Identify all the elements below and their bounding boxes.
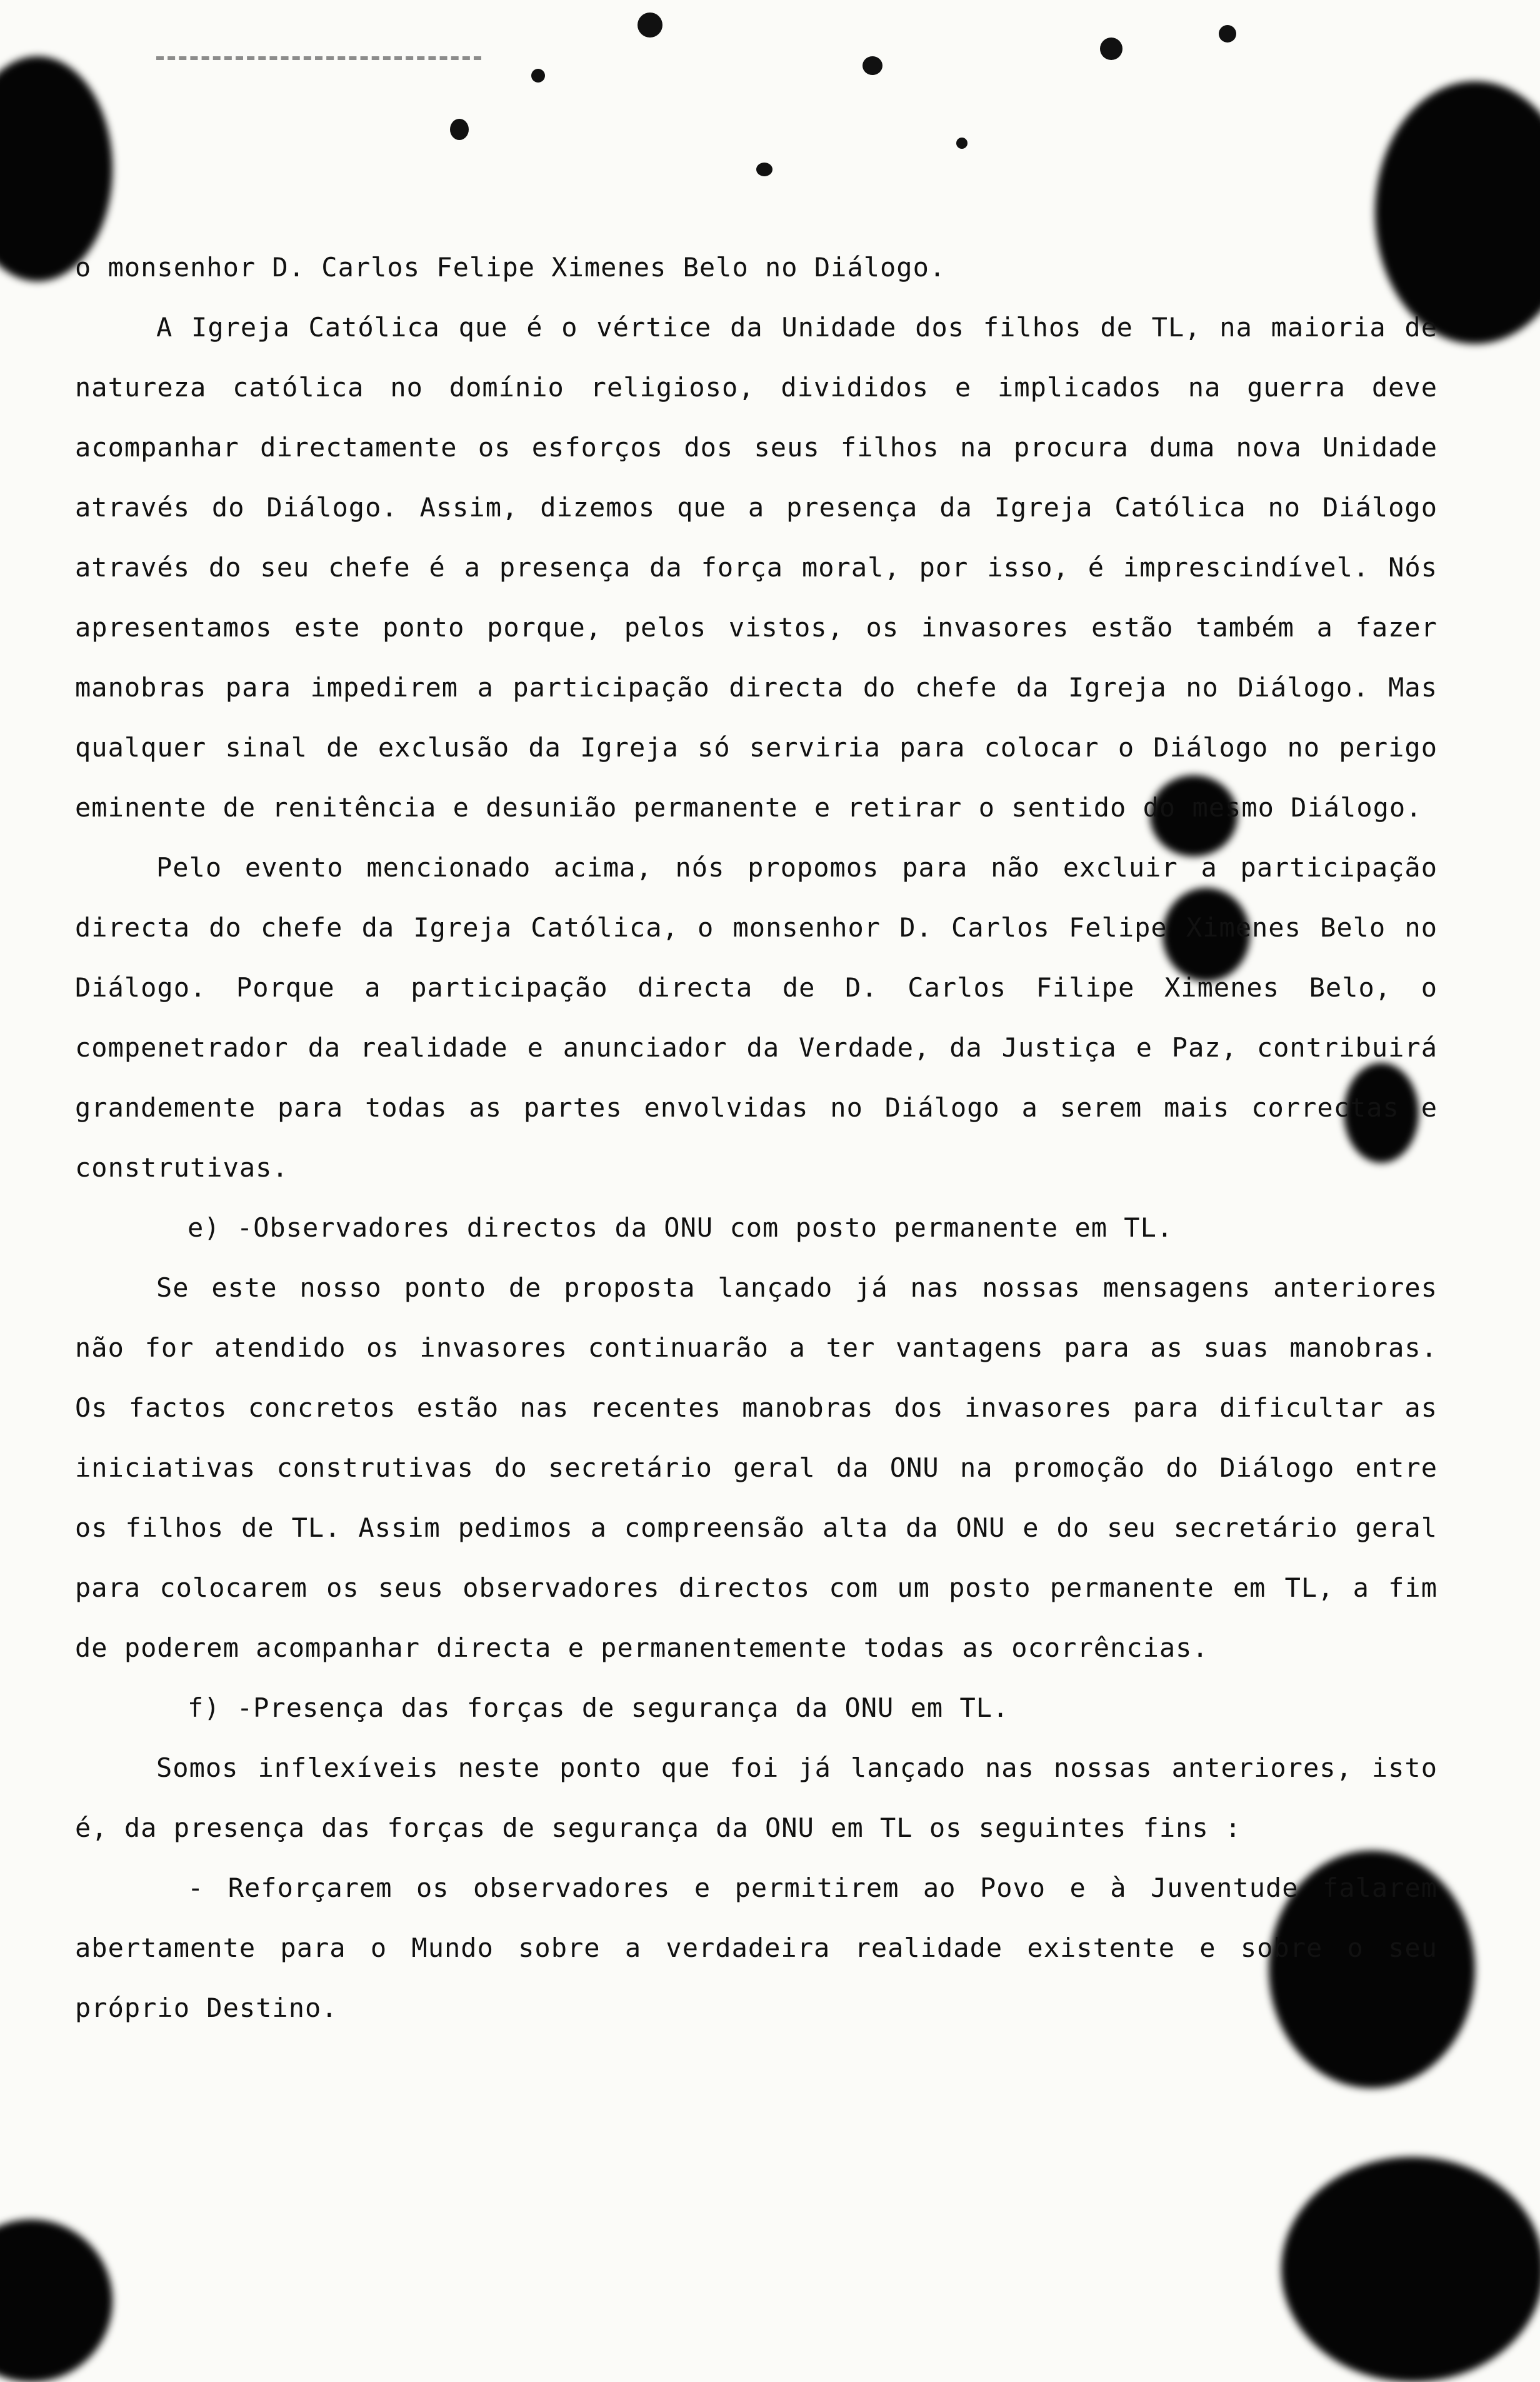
speck bbox=[450, 119, 469, 140]
paragraph: A Igreja Católica que é o vértice da Unidade dos filhos de TL, na maioria de natureza católica no domínio religioso, divididos e implicados na guerra deve acompanhar directamente os esforços dos seus filhos na procura duma nova Unidade através do Diálogo. Assim, dizemos que a presença da Igreja Católica no Diálogo através do seu chefe é a presença da força moral, por isso, é imprescindível. Nós apresentamos este ponto porque, pelos vistos, os invasores estão também a fazer manobras para impedirem a participação directa do chefe da Igreja no Diálogo. Mas qualquer sinal de exclusão da Igreja só serviria para colocar o Diálogo no perigo eminente de renitência e desunião permanente e retirar o sentido do mesmo Diálogo. bbox=[75, 312, 1438, 823]
header-mark bbox=[156, 19, 481, 60]
section-heading: f) -Presença das forças de segurança da ONU em TL. bbox=[188, 1692, 1009, 1723]
paragraph: Pelo evento mencionado acima, nós propomos para não excluir a participação directa do chefe da Igreja Católica, o monsenhor D. Carlos Felipe Ximenes Belo no Diálogo. Porque a participação directa de D. Carlos Filipe Ximenes Belo, o compenetrador da realidade e anunciador da Verdade, da Justiça e Paz, contribuirá grandemente para todas as partes envolvidas no Diálogo a serem mais correctas e construtivas. bbox=[75, 852, 1438, 1183]
paragraph: Somos inflexíveis neste ponto que foi já lançado nas nossas anteriores, isto é, da presença das forças de segurança da ONU em TL os seguintes fins : bbox=[75, 1752, 1438, 1843]
section-heading: e) -Observadores directos da ONU com posto permanente em TL. bbox=[188, 1212, 1174, 1243]
ink-blot-bottom-right bbox=[1281, 2157, 1540, 2382]
bullet-paragraph: - Reforçarem os observadores e permitirem ao Povo e à Juventude falarem abertamente para o Mundo sobre a verdadeira realidade existente e sobre o seu próprio Destino. bbox=[75, 1872, 1438, 2023]
typed-text-body bbox=[75, 238, 1438, 2038]
speck bbox=[1219, 25, 1236, 43]
ink-blot-bottom-left bbox=[0, 2219, 112, 2382]
speck bbox=[531, 69, 545, 83]
speck bbox=[956, 138, 968, 149]
speck bbox=[638, 13, 662, 38]
paragraph: o monsenhor D. Carlos Felipe Ximenes Belo no Diálogo. bbox=[75, 252, 946, 283]
speck bbox=[756, 163, 772, 176]
paragraph: Se este nosso ponto de proposta lançado já nas nossas mensagens anteriores não for atendido os invasores continuarão a ter vantagens para as suas manobras. Os factos concretos estão nas recentes manobras dos invasores para dificultar as iniciativas construtivas do secretário geral da ONU na promoção do Diálogo entre os filhos de TL. Assim pedimos a compreensão alta da ONU e do seu secretário geral para colocarem os seus observadores directos com um posto permanente em TL, a fim de poderem acompanhar directa e permanentemente todas as ocorrências. bbox=[75, 1272, 1438, 1663]
speck bbox=[862, 56, 882, 75]
speck bbox=[1100, 38, 1122, 60]
